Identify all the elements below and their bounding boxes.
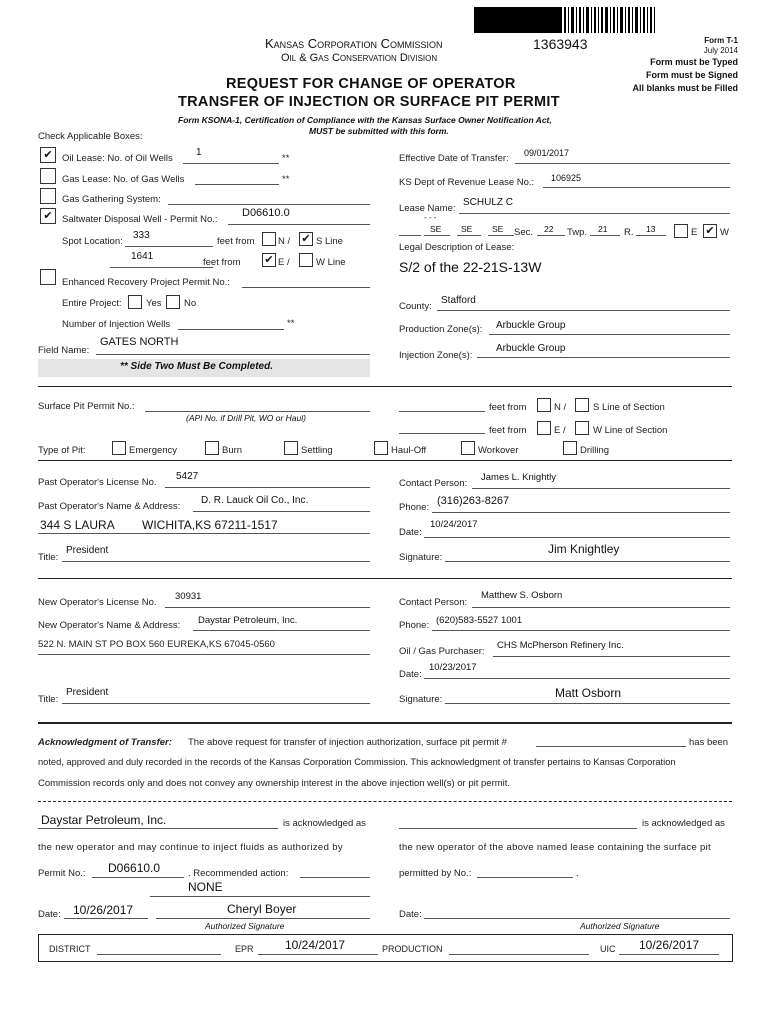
- ack-pit-permit-line[interactable]: [536, 746, 686, 747]
- quarter-dashes: - - -: [424, 213, 437, 222]
- past-contact-label: Contact Person:: [399, 478, 468, 489]
- new-date-line: [424, 678, 730, 679]
- pit-burn-label: Burn: [222, 445, 243, 456]
- new-signature-label: Signature:: [399, 694, 443, 705]
- section-divider-4: [38, 722, 732, 724]
- past-signature-line: [445, 561, 730, 562]
- ack-recommended-value[interactable]: NONE: [188, 880, 223, 894]
- ack-text1: The above request for transfer of injection authorization, surface pit permit #: [188, 737, 507, 748]
- new-signature-value[interactable]: Matt Osborn: [555, 686, 622, 700]
- section-divider-2: [38, 460, 732, 461]
- ack-permit-label: Permit No.:: [38, 868, 86, 879]
- footer-epr-value[interactable]: 10/24/2017: [285, 938, 346, 952]
- division-name: Oil & Gas Conservation Division: [281, 52, 438, 64]
- ack-left-company-line: [38, 828, 278, 829]
- entire-project-no-label: No: [184, 298, 197, 309]
- spot-location-label: Spot Location:: [62, 236, 123, 247]
- past-phone-line: [432, 512, 730, 513]
- ks-revenue-line: [543, 187, 730, 188]
- past-title-value[interactable]: President: [66, 545, 109, 556]
- range-value[interactable]: 13: [646, 224, 656, 234]
- spot-ns-value[interactable]: 333: [133, 230, 150, 241]
- field-name-line: [96, 354, 370, 355]
- pit-workover-checkbox[interactable]: [461, 441, 475, 455]
- new-license-line: [165, 607, 370, 608]
- past-date-line: [424, 537, 730, 538]
- ks-revenue-label: KS Dept of Revenue Lease No.:: [399, 177, 535, 188]
- new-date-value[interactable]: 10/23/2017: [429, 662, 477, 673]
- ack-left-date-line: [64, 918, 148, 919]
- sec-line: [537, 235, 565, 236]
- pit-workover-label: Workover: [478, 445, 519, 456]
- twp-label: Twp.: [567, 227, 588, 238]
- lease-name-line: [459, 213, 730, 214]
- type-of-pit-label: Type of Pit:: [38, 445, 86, 456]
- past-address-line1[interactable]: 344 S LAURA: [40, 518, 115, 532]
- past-contact-line: [472, 488, 730, 489]
- new-license-label: New Operator's License No.: [38, 597, 157, 608]
- past-phone-value[interactable]: (316)263-8267: [437, 495, 510, 507]
- injection-zone-label: Injection Zone(s):: [399, 350, 473, 361]
- ack-permit-line: [92, 877, 184, 878]
- pit-s-line-label: S Line of Section: [593, 402, 665, 413]
- pit-w-checkbox[interactable]: [575, 421, 589, 435]
- ack-recommended-line2: [150, 896, 370, 897]
- range-w-checkbox[interactable]: ✔: [703, 224, 717, 238]
- ack-left-line2: the new operator and may continue to inject fluids as authorized by: [38, 842, 343, 853]
- new-contact-value[interactable]: Matthew S. Osborn: [481, 590, 563, 601]
- new-phone-label: Phone:: [399, 620, 430, 631]
- oil-lease-label: Oil Lease: No. of Oil Wells: [62, 153, 173, 164]
- ack-left-date-value[interactable]: 10/26/2017: [73, 903, 134, 917]
- spot-w-checkbox[interactable]: [299, 253, 313, 267]
- swd-permit-value[interactable]: D06610.0: [242, 207, 290, 219]
- footer-uic-value[interactable]: 10/26/2017: [639, 938, 700, 952]
- form-note-typed: Form must be Typed: [650, 57, 738, 67]
- past-name-label: Past Operator's Name & Address:: [38, 501, 181, 512]
- past-signature-label: Signature:: [399, 552, 443, 563]
- pit-hauloff-label: Haul-Off: [391, 445, 427, 456]
- pit-emergency-checkbox[interactable]: [112, 441, 126, 455]
- ack-text2: noted, approved and duly recorded in the records of the Kansas Corporation Commission. This acknowledgment of transfer pertains to Kansas Corporation: [38, 757, 676, 767]
- oil-lease-checkbox[interactable]: ✔: [40, 147, 56, 163]
- new-title-value[interactable]: President: [66, 687, 109, 698]
- county-label: County:: [399, 301, 432, 312]
- spot-ew-value[interactable]: 1641: [131, 251, 154, 262]
- gas-wells-asterisk: **: [282, 174, 290, 185]
- pit-n-label: N /: [554, 402, 567, 413]
- injection-zone-line: [477, 357, 730, 358]
- sec-value[interactable]: 22: [544, 224, 554, 234]
- past-date-label: Date:: [399, 527, 422, 538]
- quarter-line-2: [457, 235, 481, 236]
- new-name-label: New Operator's Name & Address:: [38, 620, 181, 631]
- pit-emergency-label: Emergency: [129, 445, 178, 456]
- ack-permitted-period: .: [576, 868, 579, 879]
- section-divider-1: [38, 386, 732, 387]
- swd-permit-line: [228, 224, 370, 225]
- ack-left-acknowledged: is acknowledged as: [283, 818, 366, 829]
- ack-recommended-line: [300, 877, 370, 878]
- field-name-value[interactable]: GATES NORTH: [100, 336, 179, 348]
- quarter-line-3: [488, 235, 514, 236]
- ack-right-authorized-signature: Authorized Signature: [580, 921, 660, 931]
- pit-hauloff-checkbox[interactable]: [374, 441, 388, 455]
- ack-right-line2: the new operator of the above named lease containing the surface pit: [399, 842, 711, 853]
- form-title-line2: TRANSFER OF INJECTION OR SURFACE PIT PERMIT: [178, 94, 560, 110]
- pit-n-checkbox[interactable]: [537, 398, 551, 412]
- pit-burn-checkbox[interactable]: [205, 441, 219, 455]
- ack-left-signature-line: [156, 918, 370, 919]
- range-label: R.: [624, 227, 634, 238]
- spot-s-checkbox[interactable]: ✔: [299, 232, 313, 246]
- enhanced-recovery-checkbox[interactable]: [40, 269, 56, 285]
- new-contact-label: Contact Person:: [399, 597, 468, 608]
- ack-left-company[interactable]: Daystar Petroleum, Inc.: [41, 813, 167, 827]
- production-zone-label: Production Zone(s):: [399, 324, 483, 335]
- injection-wells-label: Number of Injection Wells: [62, 319, 171, 330]
- field-name-label: Field Name:: [38, 345, 90, 356]
- pit-ew-feet-from: feet from: [489, 425, 527, 436]
- entire-project-no-checkbox[interactable]: [166, 295, 180, 309]
- entire-project-yes-label: Yes: [146, 298, 162, 309]
- legal-desc-label: Legal Description of Lease:: [399, 242, 515, 253]
- footer-district-line[interactable]: [97, 954, 221, 955]
- entire-project-label: Entire Project:: [62, 298, 122, 309]
- injection-wells-asterisk: **: [287, 318, 295, 329]
- pit-s-checkbox[interactable]: [575, 398, 589, 412]
- pit-settling-checkbox[interactable]: [284, 441, 298, 455]
- new-title-label: Title:: [38, 694, 59, 705]
- enhanced-recovery-label: Enhanced Recovery Project Permit No.:: [62, 277, 230, 288]
- quarter-line-1: [424, 235, 450, 236]
- ack-text1-end: has been: [689, 737, 729, 748]
- pit-e-label: E /: [554, 425, 566, 436]
- lease-name-label: Lease Name:: [399, 203, 456, 214]
- production-zone-value[interactable]: Arbuckle Group: [496, 320, 566, 331]
- county-value[interactable]: Stafford: [441, 295, 476, 306]
- effective-date-line: [515, 163, 730, 164]
- swd-checkbox[interactable]: ✔: [40, 208, 56, 224]
- new-name-line: [193, 630, 370, 631]
- new-phone-value[interactable]: (620)583-5527 1001: [436, 615, 523, 626]
- purchaser-value[interactable]: CHS McPherson Refinery Inc.: [497, 640, 624, 651]
- past-name-line: [193, 511, 370, 512]
- gas-lease-label: Gas Lease: No. of Gas Wells: [62, 174, 185, 185]
- new-date-label: Date:: [399, 669, 422, 680]
- range-line: [636, 235, 666, 236]
- injection-wells-line[interactable]: [178, 329, 284, 330]
- past-name-value[interactable]: D. R. Lauck Oil Co., Inc.: [201, 495, 309, 506]
- entire-project-yes-checkbox[interactable]: [128, 295, 142, 309]
- range-e-label: E: [691, 227, 698, 238]
- form-date: July 2014: [703, 46, 738, 55]
- form-note-filled: All blanks must be Filled: [632, 83, 738, 93]
- spot-w-line-label: W Line: [316, 257, 346, 268]
- oil-wells-value[interactable]: 1: [196, 147, 202, 158]
- past-address-line: [38, 533, 370, 534]
- check-applicable-label: Check Applicable Boxes:: [38, 131, 143, 142]
- spot-ns-line: [125, 246, 213, 247]
- oil-wells-line: [183, 163, 279, 164]
- pit-settling-label: Settling: [301, 445, 333, 456]
- form-note-signed: Form must be Signed: [645, 70, 738, 80]
- twp-line: [590, 235, 620, 236]
- spot-n-checkbox[interactable]: [262, 232, 276, 246]
- pit-drilling-label: Drilling: [580, 445, 610, 456]
- past-date-value[interactable]: 10/24/2017: [430, 519, 478, 530]
- spot-e-checkbox[interactable]: ✔: [262, 253, 276, 267]
- range-w-label: W: [720, 227, 729, 238]
- quarter-line-0: [399, 235, 421, 236]
- ack-right-company-line[interactable]: [399, 828, 637, 829]
- ack-left-date-label: Date:: [38, 909, 61, 920]
- office-use-box: [38, 934, 733, 962]
- form-title-line1: REQUEST FOR CHANGE OF OPERATOR: [226, 76, 516, 92]
- side-two-note: ** Side Two Must Be Completed.: [120, 361, 273, 372]
- enhanced-recovery-line[interactable]: [242, 287, 370, 288]
- new-signature-line: [445, 703, 730, 704]
- api-note: (API No. if Drill Pit, WO or Haul): [186, 413, 306, 423]
- past-title-line: [62, 561, 370, 562]
- past-title-label: Title:: [38, 552, 59, 563]
- new-contact-line: [472, 607, 730, 608]
- pit-e-checkbox[interactable]: [537, 421, 551, 435]
- sec-label: Sec.: [514, 227, 534, 238]
- spot-s-line-label: S Line: [316, 236, 343, 247]
- quarter-1-value[interactable]: SE: [430, 224, 442, 234]
- spot-ns-feet-from: feet from: [217, 236, 255, 247]
- past-contact-value[interactable]: James L. Knightly: [481, 472, 556, 483]
- oil-wells-asterisk: **: [282, 153, 290, 164]
- form-subtitle-line2: MUST be submitted with this form.: [309, 126, 449, 136]
- new-title-line: [62, 703, 370, 704]
- spot-n-label: N /: [278, 236, 291, 247]
- production-zone-line: [489, 334, 730, 335]
- ack-right-date-label: Date:: [399, 909, 422, 920]
- pit-ns-feet-from: feet from: [489, 402, 527, 413]
- legal-desc-value[interactable]: S/2 of the 22-21S-13W: [399, 259, 542, 275]
- ack-permitted-by-line[interactable]: [477, 877, 573, 878]
- purchaser-line: [493, 656, 730, 657]
- form-id: Form T-1: [704, 36, 738, 45]
- new-phone-line: [432, 630, 730, 631]
- pit-ew-line[interactable]: [399, 433, 485, 434]
- footer-epr: EPR: [235, 944, 254, 954]
- quarter-2-value[interactable]: SE: [461, 224, 473, 234]
- footer-epr-line: [258, 954, 378, 955]
- footer-district: DISTRICT: [49, 944, 91, 954]
- twp-value[interactable]: 21: [598, 224, 608, 234]
- ack-permit-value[interactable]: D06610.0: [108, 861, 161, 875]
- spot-e-label: E /: [278, 257, 290, 268]
- injection-zone-value[interactable]: Arbuckle Group: [496, 343, 566, 354]
- barcode-icon: [474, 7, 664, 33]
- agency-name: Kansas Corporation Commission: [265, 36, 443, 51]
- footer-uic-line: [619, 954, 719, 955]
- footer-production: PRODUCTION: [382, 944, 443, 954]
- side-two-banner: [38, 359, 370, 377]
- lease-name-value[interactable]: SCHULZ C: [463, 197, 514, 208]
- new-address-value[interactable]: 522 N. MAIN ST PO BOX 560 EUREKA,KS 67045-0560: [38, 639, 275, 650]
- gas-gathering-label: Gas Gathering System:: [62, 194, 161, 205]
- purchaser-label: Oil / Gas Purchaser:: [399, 646, 485, 657]
- section-divider-5: [38, 801, 732, 802]
- ack-text3: Commission records only and does not convey any ownership interest in the above injection well(s) or pit permit.: [38, 778, 511, 789]
- gas-gathering-line[interactable]: [168, 204, 370, 205]
- footer-uic: UIC: [600, 944, 616, 954]
- new-address-line: [38, 654, 370, 655]
- spot-ew-line: [110, 267, 213, 268]
- past-license-value[interactable]: 5427: [176, 471, 199, 482]
- new-license-value[interactable]: 30931: [175, 591, 202, 602]
- ack-recommended-label: . Recommended action:: [188, 868, 289, 879]
- pit-drilling-checkbox[interactable]: [563, 441, 577, 455]
- surface-pit-line[interactable]: [145, 411, 370, 412]
- spot-ew-feet-from: feet from: [203, 257, 241, 268]
- ack-left-signer[interactable]: Cheryl Boyer: [227, 902, 297, 916]
- ack-left-authorized-signature: Authorized Signature: [205, 921, 285, 931]
- swd-label: Saltwater Disposal Well - Permit No.:: [62, 214, 218, 225]
- past-license-line: [165, 487, 370, 488]
- range-e-checkbox[interactable]: [674, 224, 688, 238]
- pit-w-line-label: W Line of Section: [593, 425, 668, 436]
- gas-lease-checkbox[interactable]: [40, 168, 56, 184]
- ks-revenue-value[interactable]: 106925: [551, 173, 582, 183]
- pit-ns-line[interactable]: [399, 411, 485, 412]
- section-divider-3: [38, 578, 732, 579]
- gas-wells-line[interactable]: [195, 184, 279, 185]
- new-name-value[interactable]: Daystar Petroleum, Inc.: [198, 615, 298, 626]
- past-license-label: Past Operator's License No.: [38, 477, 157, 488]
- doc-number: 1363943: [533, 36, 588, 52]
- county-line: [437, 310, 730, 311]
- past-signature-value[interactable]: Jim Knightley: [548, 542, 620, 556]
- surface-pit-label: Surface Pit Permit No.:: [38, 401, 135, 412]
- ack-right-date-line[interactable]: [424, 918, 730, 919]
- form-subtitle-line1: Form KSONA-1, Certification of Compliance with the Kansas Surface Owner Notification Act,: [178, 115, 552, 125]
- ack-right-acknowledged: is acknowledged as: [642, 818, 725, 829]
- past-address-line2[interactable]: WICHITA,KS 67211-1517: [142, 518, 278, 532]
- ack-permitted-by-label: permitted by No.:: [399, 868, 472, 879]
- effective-date-value[interactable]: 09/01/2017: [524, 148, 570, 158]
- gas-gathering-checkbox[interactable]: [40, 188, 56, 204]
- quarter-3-value[interactable]: SE: [492, 224, 504, 234]
- effective-date-label: Effective Date of Transfer:: [399, 153, 509, 164]
- past-phone-label: Phone:: [399, 502, 430, 513]
- footer-production-line[interactable]: [449, 954, 589, 955]
- ack-heading: Acknowledgment of Transfer:: [38, 737, 172, 748]
